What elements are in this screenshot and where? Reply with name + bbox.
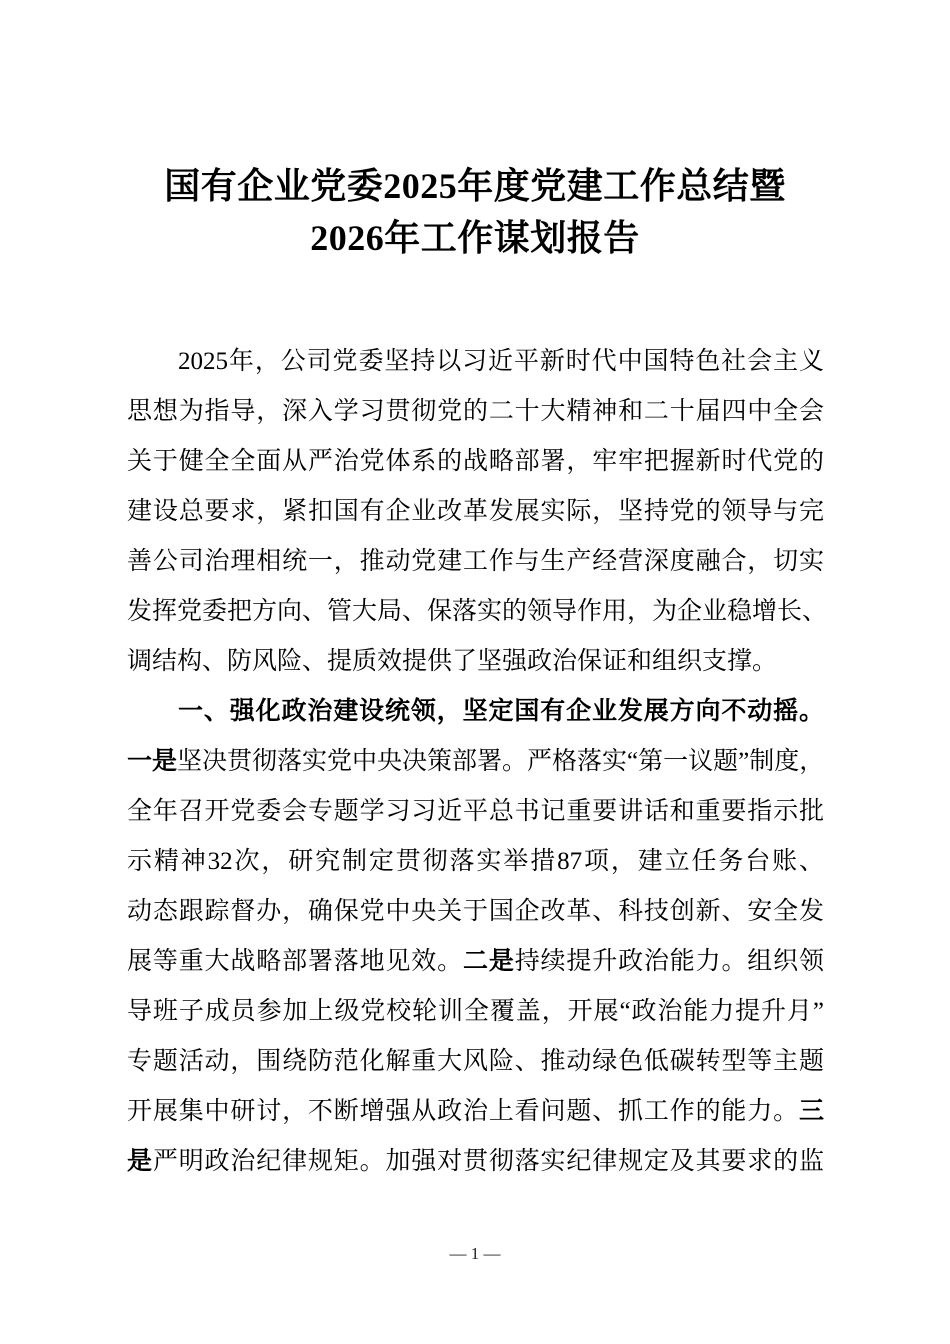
text-line (127, 540, 824, 590)
text-segment: 导班子成员参加上级党校轮训全覆盖，开展“政治能力提升月” (127, 998, 824, 1025)
text-segment: 展等重大战略部署落地见效。 (127, 948, 463, 975)
document-title-line-2: 2026年工作谋划报告 (310, 218, 640, 258)
text-line (127, 1090, 824, 1140)
bold-text: 三 (798, 1098, 824, 1125)
text-segment: 建设总要求，紧扣国有企业改革发展实际，坚持党的领导与完 (127, 498, 824, 525)
text-line (127, 1040, 824, 1090)
text-segment: 动态跟踪督办，确保党中央关于国企改革、科技创新、安全发 (127, 898, 824, 925)
text-line (127, 340, 824, 390)
text-line (127, 440, 824, 490)
bold-text: 是 (127, 1148, 153, 1175)
text-line (127, 390, 824, 440)
text-segment: 善公司治理相统一，推动党建工作与生产经营深度融合，切实 (127, 548, 824, 575)
text-segment: 持续提升政治能力。组织领 (514, 948, 824, 975)
text-segment: 严明政治纪律规矩。加强对贯彻落实纪律规定及其要求的监 (152, 1148, 824, 1175)
bold-text: 二是 (462, 948, 515, 975)
text-line (127, 640, 824, 690)
text-segment: 发挥党委把方向、管大局、保落实的领导作用，为企业稳增长、 (127, 598, 828, 625)
text-line (127, 990, 824, 1040)
text-line (127, 1140, 824, 1190)
text-line (127, 690, 824, 740)
document-body (127, 340, 828, 1190)
text-segment: 思想为指导，深入学习贯彻党的二十大精神和二十届四中全会 (127, 398, 824, 425)
document-title-line-1: 国有企业党委2025年度党建工作总结暨 (164, 166, 786, 206)
text-segment: 专题活动，围绕防范化解重大风险、推动绿色低碳转型等主题 (127, 1048, 824, 1075)
text-line (127, 940, 824, 990)
text-segment: 关于健全全面从严治党体系的战略部署，牢牢把握新时代党的 (127, 448, 824, 475)
text-segment: 示精神32次，研究制定贯彻落实举措87项，建立任务台账、 (127, 848, 824, 875)
text-line (127, 740, 824, 790)
page-number: — 1 — (449, 1244, 501, 1263)
bold-text: 一、强化政治建设统领，坚定国有企业发展方向不动摇。 (178, 698, 824, 725)
text-segment: 调结构、防风险、提质效提供了坚强政治保证和组织支撑。 (127, 648, 778, 675)
text-line (127, 790, 824, 840)
text-segment: 全年召开党委会专题学习习近平总书记重要讲话和重要指示批 (127, 798, 824, 825)
text-line (127, 590, 828, 640)
text-line (127, 840, 824, 890)
text-segment: 坚决贯彻落实党中央决策部署。严格落实“第一议题”制度， (177, 748, 825, 775)
text-segment: 开展集中研讨，不断增强从政治上看问题、抓工作的能力。 (127, 1098, 799, 1125)
bold-text: 一是 (127, 748, 178, 775)
text-line (127, 490, 824, 540)
text-line (127, 890, 824, 940)
text-segment: 2025年，公司党委坚持以习近平新时代中国特色社会主义 (178, 348, 824, 375)
